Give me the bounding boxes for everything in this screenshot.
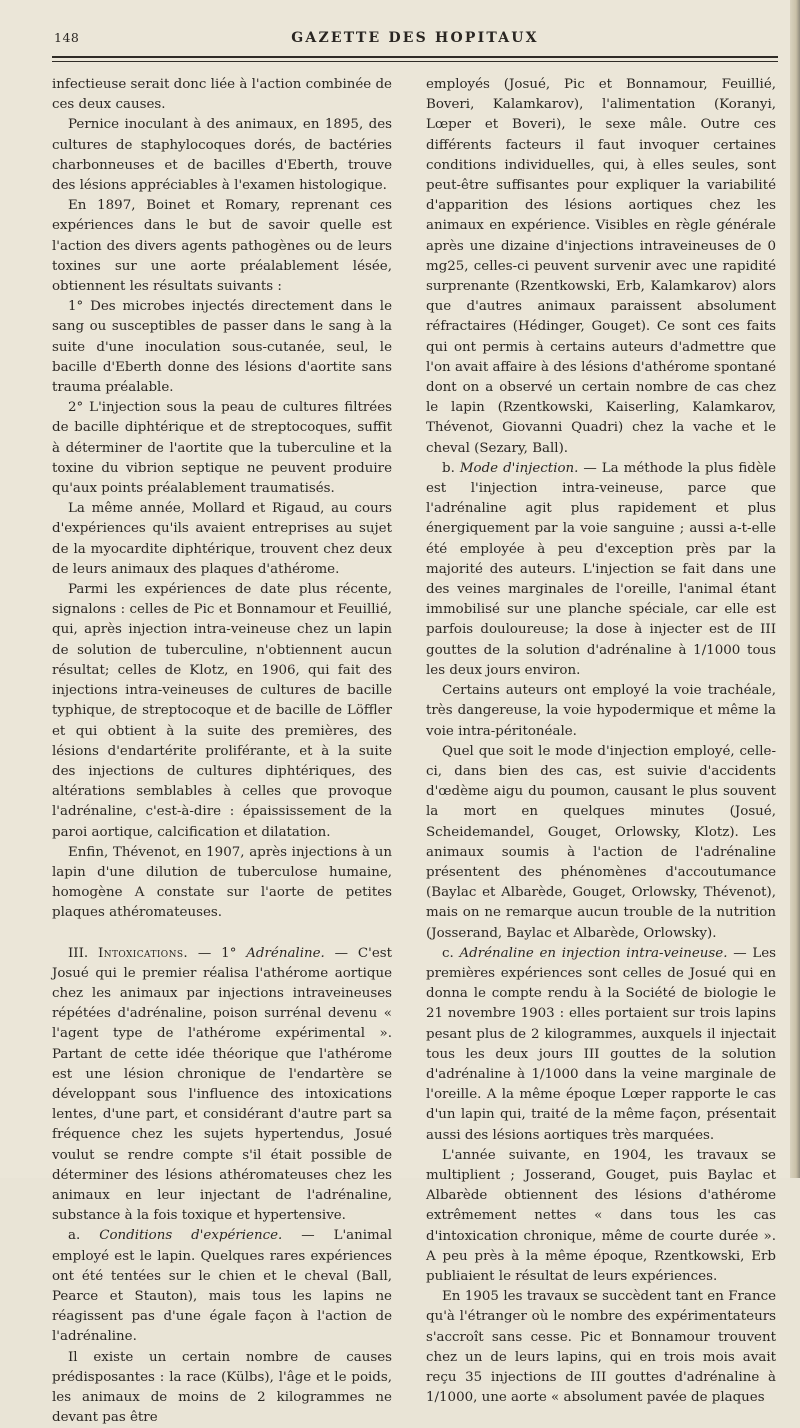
header-rule-thin [52, 61, 778, 62]
right-column [426, 75, 776, 1408]
year-1904-paragraph: L'année suivante, en 1904, les travaux se multiplient ; Josserand, Gouget, puis Baylac et Albarède obtiennent des lésions d'athérome extrêmement nettes « dans tous les cas d'intoxication chronique, même de courte durée ». A peu près à la même époque, Rzentkowski, Erb publiaient le résultat de leurs expériences. [426, 1147, 776, 1284]
injection-heading: Adrénaline en injection intra-veineuse. [459, 945, 728, 961]
paragraph: 1° Des microbes injectés directement dans le sang ou susceptibles de passer dans le sang à la suite d'une inoculation sous-cutanée, seul, le bacille d'Eberth donne des lésions d'aortite sans trauma préalable. [52, 299, 392, 396]
page-number: 148 [54, 30, 80, 45]
conditions-label: a. [68, 1228, 81, 1244]
page-edge-shadow [790, 0, 800, 1178]
mode-paragraph [426, 459, 776, 681]
conditions-text: — L'animal employé est le lapin. Quelques rares expériences ont été tentées sur le chien et le cheval (Ball, Pearce et Stauton), mais tous les lapins ne réagissent pas d'une égale façon à l'action de l'adrénaline. [52, 1228, 392, 1345]
paragraph: En 1897, Boinet et Romary, reprenant ces expériences dans le but de savoir quelle est l'action des divers agents pathogènes ou de leurs toxines sur une aorte préalablement lésée, obtiennent les résultats suivants : [52, 198, 392, 295]
paragraph: Enfin, Thévenot, en 1907, après injections à un lapin d'une dilution de tuberculose humaine, homogène A constate sur l'aorte de petites plaques athéromateuses. [52, 844, 392, 921]
section-numeral: III. [68, 945, 89, 961]
injection-label: c. [442, 945, 454, 961]
paragraph: 2° L'injection sous la peau de cultures filtrées de bacille diphtérique et de streptocoques, suffit à déterminer de l'aortite que la tuberculine et la toxine du vibrion septique ne peuvent produire qu'aux points préalablement traumatisés. [52, 400, 392, 497]
right-continued-paragraph: employés (Josué, Pic et Bonnamour, Feuillié, Boveri, Kalamkarov), l'alimentation (Koranyi, Lœper et Boveri), le sexe mâle. Outre ces différents facteurs il faut invoquer certaines conditions individuelles, qui, à elles seules, sont peut-être suffisantes pour expliquer la variabilité d'apparition des lésions aortiques chez les animaux en expérience. Visibles en règle générale après une dizaine d'injections intraveineuses de 0 mg25, celles-ci peuvent survenir avec une rapidité surprenante (Rzentkowski, Erb, Kalamkarov) alors que d'autres animaux paraissent absolument réfractaires (Hédinger, Gouget). Ce sont ces faits qui ont permis à certains auteurs d'admettre que l'on avait affaire à des lésions d'athérome spontané dont on a observé un certain nombre de cas chez le lapin (Rzentkowski, Kaiserling, Kalamkarov, Thévenot, Giovanni Quadri) chez la vache et le cheval (Sezary, Ball). [426, 77, 776, 456]
journal-title: GAZETTE DES HOPITAUX [291, 30, 539, 46]
left-column [52, 75, 392, 1428]
route-paragraph: Certains auteurs ont employé la voie trachéale, très dangereuse, la voie hypodermique et même la voie intra-péritonéale. [426, 683, 776, 739]
header-rule-thick [52, 56, 778, 58]
conditions-heading: Conditions d'expérience. [99, 1228, 283, 1244]
intoxications-text: — C'est Josué qui le premier réalisa l'athérome aortique chez les animaux par injections intraveineuses répétées d'adrénaline, poison surrénal devenu « l'agent type de l'athérome expérimental ». Partant de cette idée théorique que l'athérome est une lésion chronique de l'endartère se développant sous l'influence des intoxications lentes, d'une part, et considérant d'autre part sa fréquence chez les sujets hypertendus, Josué voulut se rendre compte s'il était possible de déterminer des lésions athéromateuses chez les animaux en leur injectant de l'adrénaline, substance à la fois toxique et hypertensive. [52, 945, 392, 1224]
sub-number: 1° [221, 945, 237, 961]
injection-text: — Les premières expériences sont celles de Josué qui en donna le compte rendu à la Société de biologie le 21 novembre 1903 : elles portaient sur trois lapins pesant plus de 2 kilogrammes, auxquels il injectait tous les deux jours III gouttes de la solution d'adrénaline à 1/1000 dans la veine marginale de l'oreille. A la même époque Lœper rapporte le cas d'un lapin qui, traité de la même façon, présentait aussi des lésions aortiques très marquées. [426, 945, 777, 1143]
mode-label: b. [442, 460, 455, 476]
paragraph: infectieuse serait donc liée à l'action combinée de ces deux causes. [52, 77, 392, 113]
section-sep: — [188, 945, 222, 961]
section-heading: Intoxications. [98, 945, 189, 961]
intoxications-paragraph [52, 944, 392, 1227]
year-1905-paragraph: En 1905 les travaux se succèdent tant en France qu'à l'étranger où le nombre des expérimentateurs s'accroît sans cesse. Pic et Bonnamour trouvent chez un de leurs lapins, qui en trois mois avait reçu 35 injections de III gouttes d'adrénaline à 1/1000, une aorte « absolument pavée de plaques [426, 1289, 776, 1406]
paragraph: La même année, Mollard et Rigaud, au cours d'expériences qu'ils avaient entreprises au sujet de la myocardite diphtérique, trouvent chez deux de leurs animaux des plaques d'athérome. [52, 501, 392, 577]
paragraph: Pernice inoculant à des animaux, en 1895, des cultures de staphylocoques dorés, de bactéries charbonneuses et de bacilles d'Eberth, trouve des lésions appréciables à l'examen histologique. [52, 117, 392, 194]
page-header [54, 30, 776, 52]
conditions-paragraph [52, 1226, 392, 1347]
paragraph: Parmi les expériences de date plus récente, signalons : celles de Pic et Bonnamour et Feuillié, qui, après injection intra-veineuse chez un lapin de solution de tuberculine, n'obtiennent aucun résultat; celles de Klotz, en 1906, qui fait des injections intra-veineuses de cultures de bacille typhique, de streptocoque et de bacille de Löffler et qui obtient à la suite des premières, des lésions d'endartérite proliférante, et à la suite des injections de cultures diphtériques, des altérations semblables à celles que provoque l'adrénaline, c'est-à-dire : épaississement de la paroi aortique, calcification et dilatation. [52, 582, 392, 840]
accidents-paragraph: Quel que soit le mode d'injection employé, celle-ci, dans bien des cas, est suivie d'accidents d'œdème aigu du poumon, causant le plus souvent la mort en quelques minutes (Josué, Scheidemandel, Gouget, Orlowsky, Klotz). Les animaux soumis à l'action de l'adrénaline présentent des phénomènes d'accoutumance (Baylac et Albarède, Gouget, Orlowsky, Thévenot), mais on ne remarque aucun trouble de la nutrition (Josserand, Baylac et Albarède, Orlowsky). [426, 743, 776, 941]
sub-heading: Adrénaline. [246, 945, 325, 961]
mode-text: — La méthode la plus fidèle est l'injection intra-veineuse, parce que l'adrénaline agit plus rapidement et plus énergiquement par la voie sanguine ; aussi a-t-elle été employée à peu d'exception près par la majorité des auteurs. L'injection se fait dans une des veines marginales de l'oreille, l'animal étant immobilisé sur une planche spéciale, car elle est parfois douloureuse; la dose à injecter est de III gouttes de la solution d'adrénaline à 1/1000 tous les deux jours environ. [426, 460, 776, 678]
predisposing-paragraph: Il existe un certain nombre de causes prédisposantes : la race (Külbs), l'âge et le poids, les animaux de moins de 2 kilogrammes ne devant pas être [52, 1349, 392, 1426]
injection-paragraph [426, 944, 776, 1146]
left-paragraphs [52, 75, 392, 924]
mode-heading: Mode d'injection. [459, 460, 579, 476]
